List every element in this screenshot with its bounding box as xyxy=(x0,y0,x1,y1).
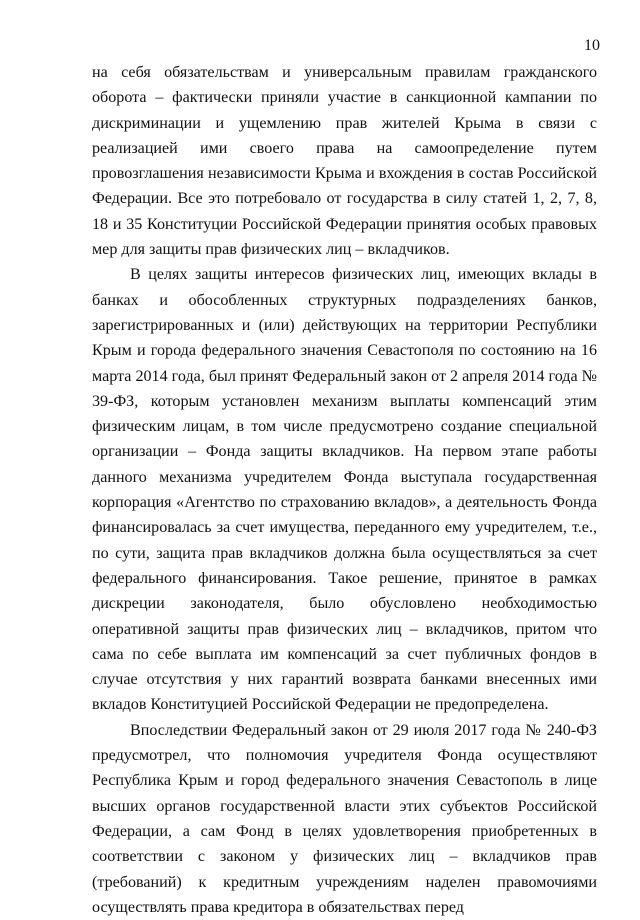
paragraph-subsequent-law: Впоследствии Федеральный закон от 29 июля 2017 года № 240-ФЗ предусмотрел, что полномочия учредителя Фонда осуществляют Республика Крым и город федерального значения Севастополь в лице высших органов государственной власти этих субъектов Российской Федерации, а сам Фонд в целях удовлетворения приобретенных в соответствии с законом у физических лиц – вкладчиков прав (требований) к кредитным учреждениям наделен правомочиями осуществлять права кредитора в обязательствах перед xyxy=(92,721,597,916)
document-body xyxy=(92,60,597,920)
page-number: 10 xyxy=(584,37,600,54)
paragraph-deposit-protection: В целях защиты интересов физических лиц, имеющих вклады в банках и обособленных структурных подразделениях банков, зарегистрированных и (или) действующих на территории Республики Крым и города федерального значения Севастополя по состоянию на 16 марта 2014 года, был принят Федеральный закон от 2 апреля 2014 года № 39-ФЗ, которым установлен механизм выплаты компенсаций этим физическим лицам, в том числе предусмотрено создание специальной организации – Фонда защиты вкладчиков. На первом этапе работы данного механизма учредителем Фонда выступала государственная корпорация «Агентство по страхованию вкладов», а деятельность Фонда финансировалась за счет имущества, переданного ему учредителем, т.е., по сути, защита прав вкладчиков должна была осуществляться за счет федерального финансирования. Такое решение, принятое в рамках дискреции законодателя, было обусловлено необходимостью оперативной защиты прав физических лиц – вкладчиков, притом что сама по себе выплата им компенсаций за счет публичных фондов в случае отсутствия у них гарантий возврата банками внесенных ими вкладов Конституцией Российской Федерации не предопределена. xyxy=(92,266,598,714)
paragraph-continuation: на себя обязательствам и универсальным правилам гражданского оборота – фактически приняли участие в санкционной кампании по дискриминации и ущемлению прав жителей Крыма в связи с реализацией ими своего права на самоопределение путем провозглашения независимости Крыма и вхождения в состав Российской Федерации. Все это потребовало от государства в силу статей 1, 2, 7, 8, 18 и 35 Конституции Российской Федерации принятия особых правовых мер для защиты прав физических лиц – вкладчиков. xyxy=(92,64,597,259)
